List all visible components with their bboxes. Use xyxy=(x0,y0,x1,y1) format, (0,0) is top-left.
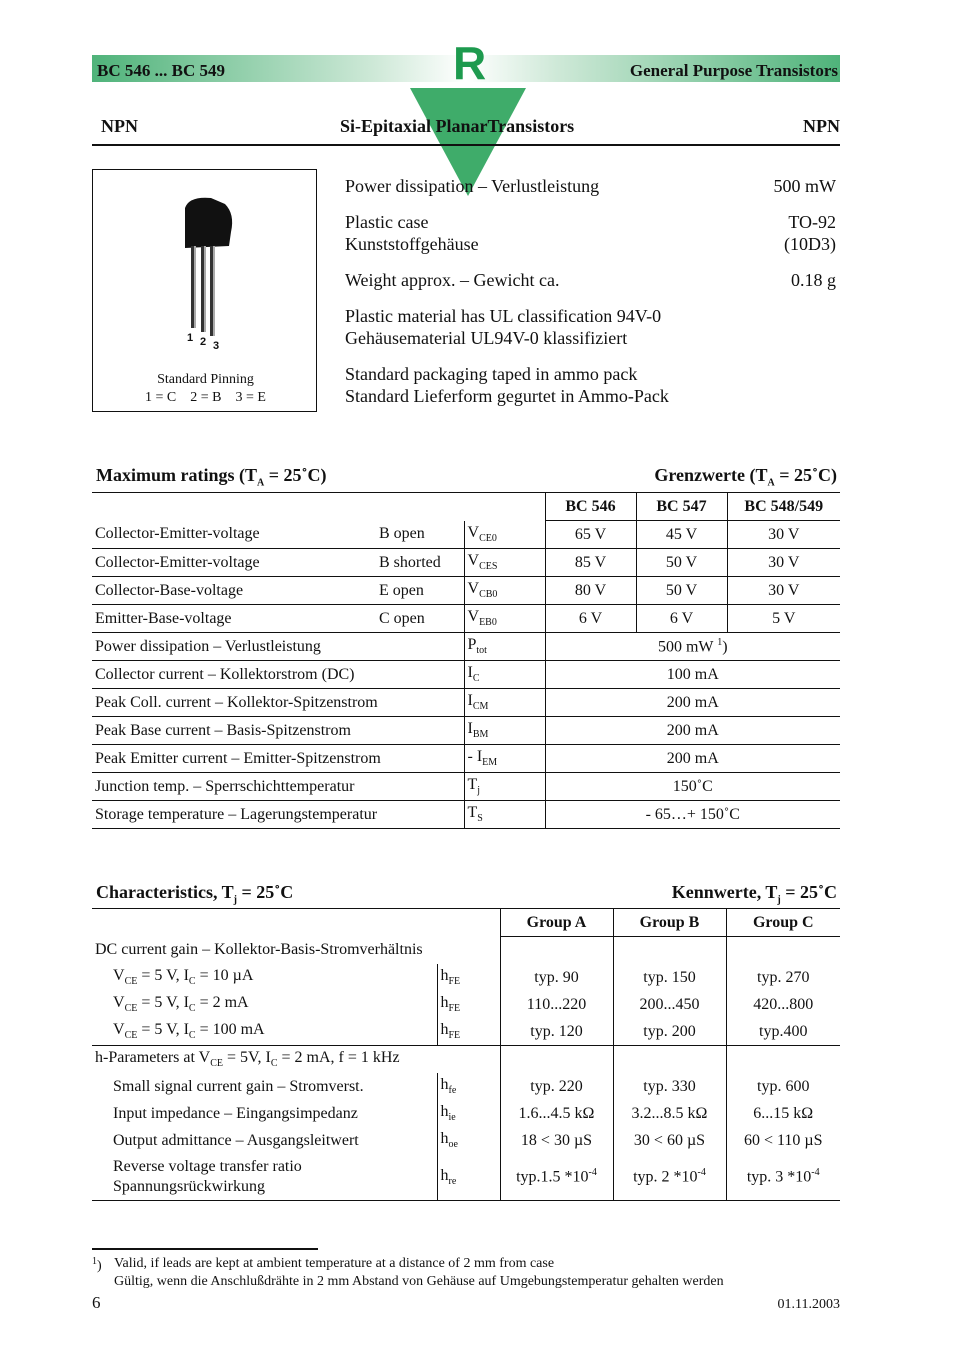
col-header: BC 548/549 xyxy=(727,493,840,521)
condition: C open xyxy=(376,605,464,633)
symbol-cell xyxy=(437,1018,500,1046)
table-row xyxy=(92,991,840,1018)
power-value: 500 mW xyxy=(773,176,836,196)
symbol: I xyxy=(467,692,473,710)
material-note-de: Gehäusematerial UL94V-0 klassifiziert xyxy=(345,328,628,348)
value: 85 V xyxy=(545,549,636,577)
value: 30 V xyxy=(727,577,840,605)
hp-sub: C xyxy=(270,1058,278,1070)
symbol: h xyxy=(440,1130,449,1148)
symbol-subscript: fe xyxy=(448,1085,457,1097)
value: 30 V xyxy=(727,521,840,549)
value xyxy=(613,1154,726,1201)
symbol-subscript: FE xyxy=(448,1003,461,1015)
value xyxy=(545,773,840,801)
value: typ. 150 xyxy=(613,964,726,991)
case-code: (10D3) xyxy=(784,234,836,254)
max-header-row xyxy=(92,493,840,521)
package-box xyxy=(92,169,317,412)
col-header: BC 546 xyxy=(545,493,636,521)
case-value: TO-92 xyxy=(788,212,836,232)
brand-logo: R xyxy=(453,37,487,89)
value: typ. 330 xyxy=(613,1073,726,1100)
table-row xyxy=(92,549,840,577)
hp-part: = 2 mA, f = 1 kHz xyxy=(277,1049,400,1067)
param: Small signal current gain – Stromverst. xyxy=(113,1077,364,1095)
param: Output admittance – Ausgangsleitwert xyxy=(113,1131,359,1149)
table-row xyxy=(92,689,840,717)
page-number: 6 xyxy=(92,1293,101,1312)
footnote-divider xyxy=(92,1248,318,1250)
param-line: Reverse voltage transfer ratio xyxy=(113,1158,302,1175)
cond-part: = 10 µA xyxy=(195,967,254,985)
param: Collector-Emitter-voltage xyxy=(92,549,376,577)
symbol-cell xyxy=(464,801,545,829)
value: 3.2...8.5 kΩ xyxy=(613,1100,726,1127)
value: typ. 600 xyxy=(726,1073,840,1100)
symbol-cell xyxy=(464,549,545,577)
param-line: Spannungsrückwirkung xyxy=(113,1178,265,1195)
symbol-subscript: ie xyxy=(448,1112,456,1124)
table-row xyxy=(92,1018,840,1046)
value: typ. 270 xyxy=(726,964,840,991)
symbol: h xyxy=(440,1103,449,1121)
value: 200...450 xyxy=(613,991,726,1018)
table-row xyxy=(92,1154,840,1201)
cond-sub: C xyxy=(188,1003,196,1015)
table-row xyxy=(92,1073,840,1100)
col-header: Group B xyxy=(613,909,726,937)
condition: B shorted xyxy=(376,549,464,577)
symbol-cell xyxy=(464,521,545,549)
col-header: Group C xyxy=(726,909,840,937)
blank xyxy=(500,1046,613,1074)
param: Input impedance – Eingangsimpedanz xyxy=(113,1104,358,1122)
symbol-subscript: CM xyxy=(472,701,489,713)
param: Peak Coll. current – Kollektor-Spitzenstrom xyxy=(92,689,464,717)
symbol: V xyxy=(467,552,480,570)
table-row xyxy=(92,521,840,549)
blank xyxy=(613,937,726,965)
value: 500 mW $^1$) xyxy=(545,633,840,661)
blank xyxy=(726,1046,840,1074)
blank xyxy=(726,937,840,965)
cond-sub: C xyxy=(188,976,196,988)
symbol-subscript: BM xyxy=(472,729,489,741)
symbol-cell xyxy=(464,661,545,689)
symbol: I xyxy=(467,720,473,738)
exponent: -4 xyxy=(588,1167,597,1179)
dc-gain-header-row xyxy=(92,937,840,965)
symbol: h xyxy=(440,967,449,985)
condition xyxy=(92,964,437,991)
symbol-cell xyxy=(464,689,545,717)
value: 1.6...4.5 kΩ xyxy=(500,1100,613,1127)
param: Emitter-Base-voltage xyxy=(92,605,376,633)
condition xyxy=(92,1018,437,1046)
exponent: -4 xyxy=(811,1167,820,1179)
footnote-line1: Valid, if leads are kept at ambient temperature at a distance of 2 mm from case xyxy=(114,1256,555,1271)
symbol-cell xyxy=(464,745,545,773)
value-text: 200 mA xyxy=(666,693,719,711)
revision-date: 01.11.2003 xyxy=(777,1297,840,1312)
symbol-cell xyxy=(437,991,500,1018)
cond-part: = 5 V, I xyxy=(137,967,189,985)
char-header-row xyxy=(92,909,840,937)
value: 30 < 60 µS xyxy=(613,1127,726,1154)
h-params-header xyxy=(92,1046,500,1074)
value: 6...15 kΩ xyxy=(726,1100,840,1127)
pin-number-2: 2 xyxy=(200,336,207,348)
condition: B open xyxy=(376,521,464,549)
value: 80 V xyxy=(545,577,636,605)
cond-sub: CE xyxy=(124,1003,138,1015)
table-row xyxy=(92,745,840,773)
table-row xyxy=(92,661,840,689)
symbol: - I xyxy=(467,748,483,766)
part-range: BC 546 ... BC 549 xyxy=(97,61,225,80)
param: Peak Base current – Basis-Spitzenstrom xyxy=(92,717,464,745)
value-text: 100 mA xyxy=(666,665,719,683)
h-params-header-row xyxy=(92,1046,840,1074)
symbol-cell xyxy=(437,964,500,991)
max-ratings-title: Maximum ratings ($T_A$ = 25˚C) xyxy=(96,465,327,489)
table-row xyxy=(92,633,840,661)
param: Collector-Emitter-voltage xyxy=(92,521,376,549)
value-text: 200 mA xyxy=(666,749,719,767)
symbol-cell xyxy=(437,1127,500,1154)
cond-part: V xyxy=(113,1021,125,1039)
pin-number-3: 3 xyxy=(213,340,220,352)
characteristics-title: Characteristics, $T_j$ = 25˚C xyxy=(96,882,294,906)
param: Collector current – Kollektorstrom (DC) xyxy=(92,661,464,689)
pinning-assignment: 1 = C 2 = B 3 = E xyxy=(145,390,266,405)
symbol: P xyxy=(467,636,477,654)
value-text: 200 mA xyxy=(666,721,719,739)
symbol-cell xyxy=(437,1154,500,1201)
symbol-subscript: FE xyxy=(448,1030,461,1042)
value-text: typ. 2 *10 xyxy=(633,1168,698,1186)
symbol-subscript: C xyxy=(472,673,480,685)
symbol-subscript: re xyxy=(448,1176,457,1188)
table-row xyxy=(92,1127,840,1154)
symbol-cell xyxy=(464,773,545,801)
table-row xyxy=(92,801,840,829)
footnote-ref: 1 xyxy=(717,636,723,648)
symbol-subscript: CB0 xyxy=(479,589,498,601)
weight-value: 0.18 g xyxy=(791,270,836,290)
col-header: Group A xyxy=(500,909,613,937)
case-label-de: Kunststoffgehäuse xyxy=(345,234,479,254)
title-divider xyxy=(92,144,840,146)
hp-sub: CE xyxy=(210,1058,223,1070)
param: Junction temp. – Sperrschichttemperatur xyxy=(92,773,464,801)
value: 30 V xyxy=(727,549,840,577)
cond-sub: CE xyxy=(124,1030,138,1042)
value: typ. 120 xyxy=(500,1018,613,1046)
value xyxy=(545,689,840,717)
cond-sub: CE xyxy=(124,976,138,988)
doc-category: General Purpose Transistors xyxy=(629,61,838,80)
table-row xyxy=(92,964,840,991)
value-text: - 65…+ 150˚C xyxy=(645,805,740,823)
packaging-note-de: Standard Lieferform gegurtet in Ammo-Pack xyxy=(345,386,669,406)
footnote-line2: Gültig, wenn die Anschlußdrähte in 2 mm Abstand von Gehäuse auf Umgebungstemperatur gehalten werden xyxy=(114,1274,724,1289)
symbol: h xyxy=(440,1076,449,1094)
value: typ. 220 xyxy=(500,1073,613,1100)
table-row xyxy=(92,605,840,633)
symbol-cell xyxy=(464,633,545,661)
param: Collector-Base-voltage xyxy=(92,577,376,605)
symbol-subscript: CE0 xyxy=(479,533,497,545)
value-text: typ. 3 *10 xyxy=(746,1168,812,1186)
value xyxy=(545,717,840,745)
symbol: T xyxy=(467,776,478,794)
table-row xyxy=(92,577,840,605)
value: typ.400 xyxy=(726,1018,840,1046)
characteristics-title-de: Kennwerte, $T_j$ = 25˚C xyxy=(671,882,837,906)
value xyxy=(545,661,840,689)
table-row xyxy=(92,1100,840,1127)
value: 18 < 30 µS xyxy=(500,1127,613,1154)
exponent: -4 xyxy=(697,1167,706,1179)
symbol: h xyxy=(440,1021,449,1039)
value: 50 V xyxy=(636,577,727,605)
max-ratings-title-de: Grenzwerte ($T_A$ = 25˚C) xyxy=(654,465,837,489)
value xyxy=(500,1154,613,1201)
cond-part: = 2 mA xyxy=(195,994,249,1012)
symbol: V xyxy=(467,580,480,598)
hp-part: h-Parameters at V xyxy=(95,1049,211,1067)
symbol: h xyxy=(440,994,449,1012)
value xyxy=(545,801,840,829)
value-text: 500 mW xyxy=(657,638,714,656)
col-header: BC 547 xyxy=(636,493,727,521)
cond-part: V xyxy=(113,994,125,1012)
symbol-subscript: EM xyxy=(482,757,498,769)
symbol-cell xyxy=(464,605,545,633)
param: Peak Emitter current – Emitter-Spitzenstrom xyxy=(92,745,464,773)
symbol-cell xyxy=(437,1100,500,1127)
value: 60 < 110 µS xyxy=(726,1127,840,1154)
value: typ. 200 xyxy=(613,1018,726,1046)
max-ratings-table xyxy=(92,492,840,829)
value: 45 V xyxy=(636,521,727,549)
value: 50 V xyxy=(636,549,727,577)
table-row xyxy=(92,717,840,745)
symbol-subscript: S xyxy=(477,813,483,825)
value-text: 150˚C xyxy=(672,777,713,795)
symbol-subscript: oe xyxy=(448,1139,458,1151)
header-blank xyxy=(92,909,500,937)
packaging-note: Standard packaging taped in ammo pack xyxy=(345,364,638,384)
hp-part: = 5V, I xyxy=(223,1049,271,1067)
pin-number-1: 1 xyxy=(187,332,194,344)
symbol-subscript: tot xyxy=(476,645,487,657)
cond-part: V xyxy=(113,967,125,985)
symbol: V xyxy=(467,608,480,626)
symbol: V xyxy=(467,524,480,542)
condition: E open xyxy=(376,577,464,605)
page-title: Si-Epitaxial PlanarTransistors xyxy=(340,116,575,136)
footnote-mark: $^1$) xyxy=(92,1256,102,1274)
blank xyxy=(500,937,613,965)
symbol-subscript: FE xyxy=(448,976,461,988)
table-row xyxy=(92,773,840,801)
cond-sub: C xyxy=(188,1030,196,1042)
power-label: Power dissipation – Verlustleistung xyxy=(345,176,600,196)
symbol-cell xyxy=(464,717,545,745)
value xyxy=(545,745,840,773)
value: 6 V xyxy=(545,605,636,633)
symbol-cell xyxy=(464,577,545,605)
value-text: typ.1.5 *10 xyxy=(516,1168,589,1186)
cond-part: = 100 mA xyxy=(195,1021,265,1039)
dc-gain-header: DC current gain – Kollektor-Basis-Stromverhältnis xyxy=(95,941,423,959)
characteristics-table xyxy=(92,908,840,1201)
blank xyxy=(613,1046,726,1074)
type-left: NPN xyxy=(101,116,138,136)
value xyxy=(726,1154,840,1201)
symbol: T xyxy=(467,804,478,822)
param xyxy=(92,1154,437,1201)
symbol: I xyxy=(467,664,473,682)
symbol-cell xyxy=(437,1073,500,1100)
cond-part: = 5 V, I xyxy=(137,1021,189,1039)
value: typ. 90 xyxy=(500,964,613,991)
case-label: Plastic case xyxy=(345,212,429,232)
condition xyxy=(92,991,437,1018)
type-right: NPN xyxy=(803,116,840,136)
material-note: Plastic material has UL classification 94V-0 xyxy=(345,306,662,326)
value: 110...220 xyxy=(500,991,613,1018)
param: Power dissipation – Verlustleistung xyxy=(92,633,464,661)
symbol-subscript: j xyxy=(477,785,481,797)
value: 5 V xyxy=(727,605,840,633)
symbol-subscript: CES xyxy=(479,561,498,573)
weight-label: Weight approx. – Gewicht ca. xyxy=(345,270,560,290)
cond-part: = 5 V, I xyxy=(137,994,189,1012)
value: 420...800 xyxy=(726,991,840,1018)
value: 65 V xyxy=(545,521,636,549)
symbol: h xyxy=(440,1166,449,1184)
symbol-subscript: EB0 xyxy=(479,617,497,629)
pinning-caption: Standard Pinning xyxy=(157,372,254,387)
param: Storage temperature – Lagerungstemperatur xyxy=(92,801,464,829)
value: 6 V xyxy=(636,605,727,633)
header-blank xyxy=(92,493,545,521)
